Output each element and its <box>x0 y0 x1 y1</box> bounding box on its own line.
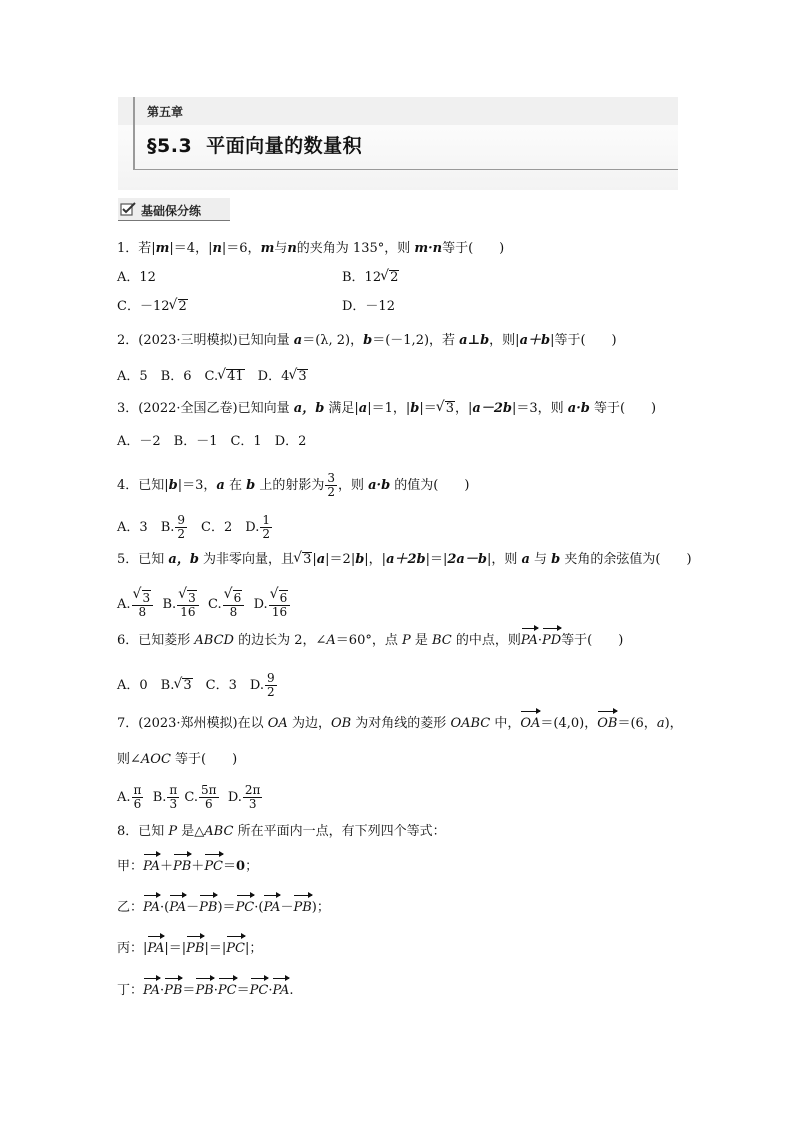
q3-options: A．－2 B．－1 C．1 D．2 <box>117 434 307 449</box>
q5-options: A. √ $\frac{3}{8}$ B. √ $\frac{3}{16}$ C. √ $\frac{6}{8}$ D. √ $\frac{6}{16}$ <box>117 590 291 619</box>
question-5: 5．已知 a，b 为非零向量，且√ 3|a|＝2|b|，|a＋2b|＝|2a－b|，则 a 与 b 夹角的余弦值为( ) <box>117 552 692 568</box>
header-left-bar <box>133 97 135 170</box>
q1-option-b: B．12√ 2 <box>342 270 399 286</box>
question-3: 3．(2022·全国乙卷)已知向量 a，b 满足|a|＝1，|b|＝√ 3，|a－2b|＝3，则 a·b 等于( ) <box>117 401 656 417</box>
q1-option-d: D．－12 <box>342 299 395 314</box>
q1-option-c: C．－12√ 2 <box>117 299 188 315</box>
q8-statement-bing: 丙：|PA|＝|PB|＝|PC|； <box>117 941 263 956</box>
q8-statement-jia: 甲：PA＋PB＋PC＝0； <box>117 859 259 874</box>
q7-options: A. $\frac{\pi}{6}$ B. $\frac{\pi}{3}$ C. $\frac{5\pi}{6}$ D. $\frac{2\pi}{3}$ <box>117 783 261 811</box>
question-7-line-2: 则∠AOC 等于( ) <box>117 752 238 767</box>
q6-options: A．0 B.√ 3 C．3 D. $\frac{9}{2}$ <box>117 672 278 699</box>
question-6: 6．已知菱形 ABCD 的边长为 2，∠A＝60°，点 P 是 BC 的中点，则PA·PD等于( ) <box>117 633 624 648</box>
question-7: 7．(2023·郑州模拟)在以 OA 为边，OB 为对角线的菱形 OABC 中，OA＝(4,0)，OB＝(6，a)， <box>117 716 683 731</box>
chapter-strip <box>118 97 678 125</box>
q8-statement-ding: 丁：PA·PB＝PB·PC＝PC·PA. <box>117 983 294 998</box>
practice-tag-underline <box>118 220 230 221</box>
q8-statement-yi: 乙：PA·(PA－PB)＝PC·(PA－PB)； <box>117 900 330 915</box>
question-1: 1．若|m|＝4，|n|＝6，m与n的夹角为 135°，则 m·n等于( ) <box>117 241 505 256</box>
q1-option-a: A．12 <box>117 270 156 285</box>
question-8: 8．已知 P 是△ABC 所在平面内一点，有下列四个等式： <box>117 824 446 839</box>
q2-options: A．5 B．6 C.√ 41 D．4√ 3 <box>117 369 308 385</box>
section-name: 平面向量的数量积 <box>206 135 363 157</box>
check-mark-icon <box>120 201 136 217</box>
question-4: 4．已知|b|＝3，a 在 b 上的射影为 $\frac{3}{2}$ ，则 a·b 的值为( ) <box>117 471 470 499</box>
header-rule <box>133 169 678 170</box>
q4-options: A．3 B. $\frac{9}{2}$ C．2 D. $\frac{1}{2}$ <box>117 513 270 541</box>
section-number: §5.3 <box>147 135 193 157</box>
section-title <box>147 131 362 158</box>
question-2: 2．(2023·三明模拟)已知向量 a＝(λ, 2)，b＝(－1,2)，若 a⊥b，则|a＋b|等于( ) <box>117 333 617 348</box>
chapter-label: 第五章 <box>147 105 184 119</box>
practice-label: 基础保分练 <box>141 204 202 218</box>
